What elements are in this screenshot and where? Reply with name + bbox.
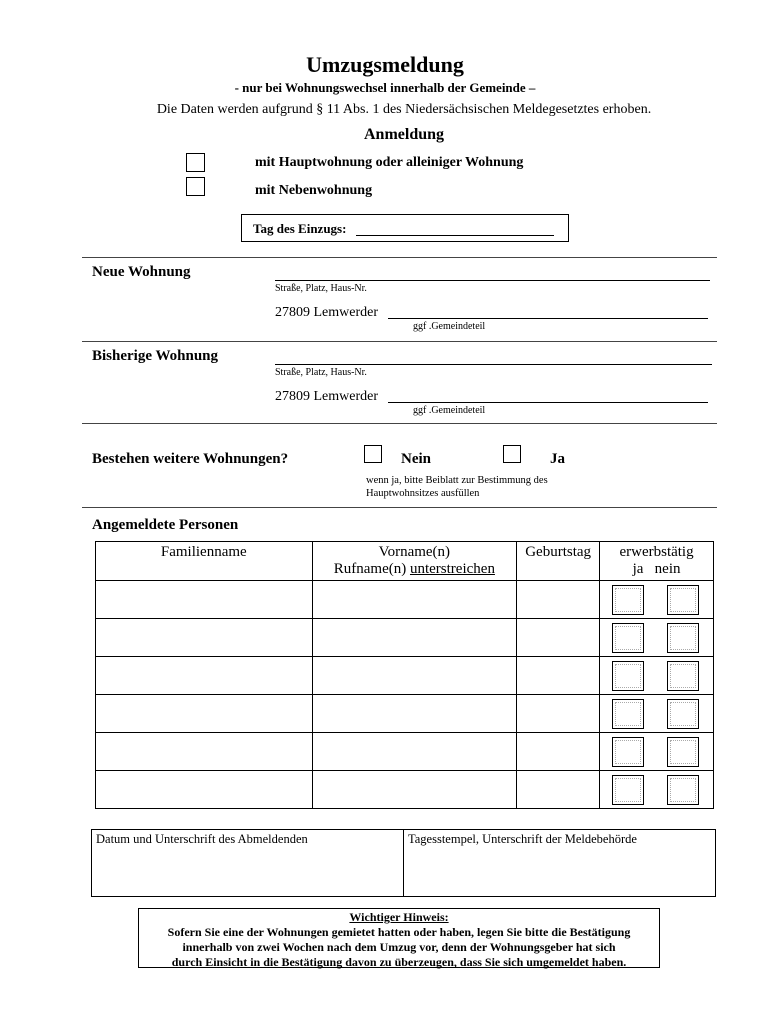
- weitere-hint-1: wenn ja, bitte Beiblatt zur Bestimmung des: [366, 475, 548, 486]
- vorname-cell[interactable]: [312, 657, 517, 695]
- col-vorname: Vorname(n) Rufname(n) unterstreichen: [312, 542, 517, 581]
- geburtstag-cell[interactable]: [517, 657, 600, 695]
- signature-authority-box[interactable]: [403, 829, 716, 897]
- checkbox-erwerb-ja[interactable]: [612, 661, 644, 691]
- option-nebenwohnung-label: mit Nebenwohnung: [255, 183, 373, 198]
- signature-authority-label: Tagesstempel, Unterschrift der Meldebehörde: [408, 832, 637, 846]
- bisherige-wohnung-city: 27809 Lemwerder: [275, 389, 379, 404]
- neue-wohnung-label: Neue Wohnung: [92, 264, 191, 280]
- move-in-date-field[interactable]: [356, 235, 554, 236]
- anmeldung-heading: Anmeldung: [363, 126, 445, 143]
- option-hauptwohnung-label: mit Hauptwohnung oder alleiniger Wohnung: [255, 155, 524, 170]
- notice-line-3: durch Einsicht in die Bestätigung davon zu überzeugen, dass Sie sich umgemeldet haben.: [171, 955, 627, 969]
- vorname-cell[interactable]: [312, 619, 517, 657]
- bisherige-wohnung-district-field[interactable]: [388, 402, 708, 403]
- geburtstag-cell[interactable]: [517, 619, 600, 657]
- page-subtitle: - nur bei Wohnungswechsel innerhalb der Gemeinde –: [234, 80, 536, 95]
- persons-header-row: [96, 542, 714, 581]
- notice-line-1: Sofern Sie eine der Wohnungen gemietet hatten oder haben, legen Sie bitte die Bestätigung: [167, 925, 631, 939]
- neue-wohnung-district-field[interactable]: [388, 318, 708, 319]
- neue-wohnung-street-field[interactable]: [275, 280, 710, 281]
- bisherige-wohnung-street-caption: Straße, Platz, Haus-Nr.: [275, 367, 367, 378]
- familienname-cell[interactable]: [96, 771, 313, 809]
- table-row: [96, 695, 714, 733]
- bisherige-wohnung-label: Bisherige Wohnung: [92, 348, 219, 364]
- checkbox-erwerb-nein[interactable]: [667, 585, 699, 615]
- divider-top: [82, 257, 717, 258]
- erwerbstaetig-cell: [600, 619, 714, 657]
- checkbox-ja[interactable]: [503, 445, 521, 463]
- divider-middle-2: [82, 423, 717, 424]
- erwerbstaetig-cell: [600, 771, 714, 809]
- legal-note: Die Daten werden aufgrund § 11 Abs. 1 des Niedersächsischen Meldegesetztes erhoben.: [156, 102, 652, 117]
- erwerbstaetig-cell: [600, 581, 714, 619]
- familienname-cell[interactable]: [96, 695, 313, 733]
- checkbox-erwerb-nein[interactable]: [667, 661, 699, 691]
- divider-middle-1: [82, 341, 717, 342]
- checkbox-nein[interactable]: [364, 445, 382, 463]
- vorname-cell[interactable]: [312, 771, 517, 809]
- weitere-question: Bestehen weitere Wohnungen?: [92, 451, 289, 467]
- table-row: [96, 619, 714, 657]
- familienname-cell[interactable]: [96, 733, 313, 771]
- col-erwerbstaetig: erwerbstätig ja nein: [600, 542, 714, 581]
- familienname-cell[interactable]: [96, 619, 313, 657]
- table-row: [96, 771, 714, 809]
- checkbox-erwerb-ja[interactable]: [612, 585, 644, 615]
- geburtstag-cell[interactable]: [517, 695, 600, 733]
- geburtstag-cell[interactable]: [517, 581, 600, 619]
- familienname-cell[interactable]: [96, 657, 313, 695]
- bisherige-wohnung-street-field[interactable]: [275, 364, 712, 365]
- move-in-label: Tag des Einzugs:: [253, 221, 347, 236]
- checkbox-erwerb-ja[interactable]: [612, 699, 644, 729]
- neue-wohnung-street-caption: Straße, Platz, Haus-Nr.: [275, 283, 367, 294]
- weitere-hint-2: Hauptwohnsitzes ausfüllen: [366, 488, 480, 499]
- signature-applicant-label: Datum und Unterschrift des Abmeldenden: [96, 832, 308, 846]
- table-row: [96, 581, 714, 619]
- table-row: [96, 733, 714, 771]
- checkbox-erwerb-ja[interactable]: [612, 775, 644, 805]
- geburtstag-cell[interactable]: [517, 771, 600, 809]
- divider-middle-3: [82, 507, 717, 508]
- option-ja-label: Ja: [550, 451, 565, 467]
- persons-table: [95, 541, 714, 809]
- page-title: Umzugsmeldung: [306, 52, 464, 77]
- vorname-cell[interactable]: [312, 733, 517, 771]
- table-row: [96, 657, 714, 695]
- checkbox-erwerb-ja[interactable]: [612, 737, 644, 767]
- col-geburtstag: Geburtstag: [517, 542, 600, 581]
- erwerbstaetig-cell: [600, 733, 714, 771]
- checkbox-erwerb-nein[interactable]: [667, 737, 699, 767]
- notice-title: Wichtiger Hinweis:: [349, 910, 449, 924]
- checkbox-erwerb-nein[interactable]: [667, 775, 699, 805]
- vorname-cell[interactable]: [312, 581, 517, 619]
- checkbox-nebenwohnung[interactable]: [186, 177, 205, 196]
- neue-wohnung-city: 27809 Lemwerder: [275, 305, 379, 320]
- option-nein-label: Nein: [401, 451, 431, 467]
- col-familienname: Familienname: [96, 542, 313, 581]
- erwerbstaetig-cell: [600, 657, 714, 695]
- familienname-cell[interactable]: [96, 581, 313, 619]
- vorname-cell[interactable]: [312, 695, 517, 733]
- persons-heading: Angemeldete Personen: [92, 517, 239, 533]
- checkbox-hauptwohnung[interactable]: [186, 153, 205, 172]
- checkbox-erwerb-nein[interactable]: [667, 623, 699, 653]
- checkbox-erwerb-nein[interactable]: [667, 699, 699, 729]
- signature-applicant-box[interactable]: [91, 829, 404, 897]
- checkbox-erwerb-ja[interactable]: [612, 623, 644, 653]
- geburtstag-cell[interactable]: [517, 733, 600, 771]
- bisherige-wohnung-district-caption: ggf .Gemeindeteil: [413, 405, 486, 416]
- notice-line-2: innerhalb von zwei Wochen nach dem Umzug vor, denn der Wohnungsgeber hat sich: [182, 940, 616, 954]
- erwerbstaetig-cell: [600, 695, 714, 733]
- important-notice: [138, 908, 660, 968]
- neue-wohnung-district-caption: ggf .Gemeindeteil: [413, 321, 486, 332]
